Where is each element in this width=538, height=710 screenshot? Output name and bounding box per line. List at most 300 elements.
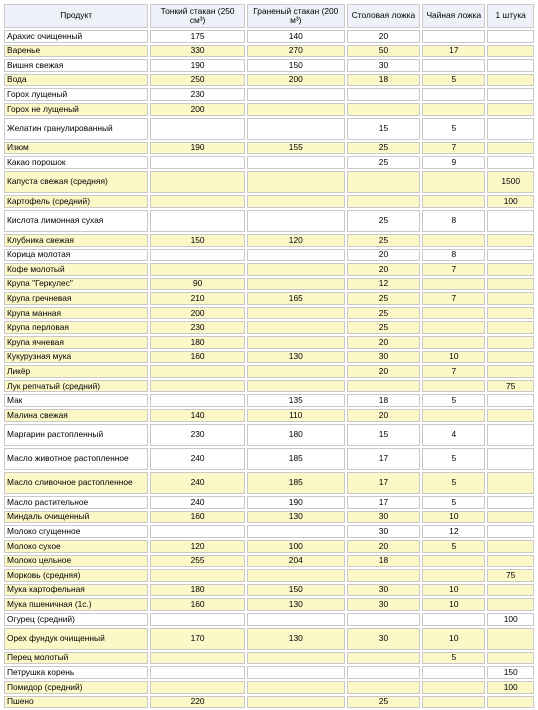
cell-product: Молоко сгущенное xyxy=(4,525,148,538)
cell-tablespoon: 25 xyxy=(347,156,421,169)
cell-thin-glass: 255 xyxy=(150,555,245,568)
cell-one-piece xyxy=(487,210,534,232)
cell-tablespoon: 30 xyxy=(347,351,421,364)
table-row xyxy=(4,613,534,626)
table-row xyxy=(4,525,534,538)
cell-one-piece xyxy=(487,74,534,87)
cell-product: Огурец (средний) xyxy=(4,613,148,626)
cell-faceted-glass: 110 xyxy=(247,409,345,422)
cell-one-piece: 1500 xyxy=(487,171,534,193)
cell-product: Ликёр xyxy=(4,365,148,378)
table-row xyxy=(4,234,534,247)
cell-thin-glass xyxy=(150,525,245,538)
cell-one-piece xyxy=(487,292,534,305)
cell-product: Морковь (средняя) xyxy=(4,569,148,582)
cell-thin-glass: 230 xyxy=(150,424,245,446)
cell-thin-glass: 160 xyxy=(150,511,245,524)
cell-faceted-glass xyxy=(247,103,345,116)
cell-thin-glass xyxy=(150,394,245,407)
cell-product: Миндаль очищенный xyxy=(4,511,148,524)
table-row xyxy=(4,540,534,553)
cell-teaspoon: 5 xyxy=(422,540,485,553)
cell-faceted-glass: 190 xyxy=(247,496,345,509)
cell-tablespoon: 50 xyxy=(347,45,421,58)
cell-product: Крупа "Геркулес" xyxy=(4,278,148,291)
cell-faceted-glass: 130 xyxy=(247,628,345,650)
cell-thin-glass xyxy=(150,380,245,393)
cell-one-piece xyxy=(487,584,534,597)
cell-tablespoon: 30 xyxy=(347,525,421,538)
cell-thin-glass xyxy=(150,666,245,679)
table-row xyxy=(4,472,534,494)
cell-teaspoon xyxy=(422,30,485,43)
cell-one-piece: 150 xyxy=(487,666,534,679)
cell-one-piece xyxy=(487,249,534,262)
table-row xyxy=(4,584,534,597)
cell-faceted-glass: 150 xyxy=(247,59,345,72)
cell-product: Арахис очищенный xyxy=(4,30,148,43)
cell-faceted-glass: 100 xyxy=(247,540,345,553)
cell-teaspoon: 9 xyxy=(422,156,485,169)
cell-tablespoon: 20 xyxy=(347,365,421,378)
cell-tablespoon: 30 xyxy=(347,628,421,650)
cell-thin-glass xyxy=(150,263,245,276)
cell-one-piece xyxy=(487,511,534,524)
cell-tablespoon: 25 xyxy=(347,321,421,334)
cell-thin-glass xyxy=(150,156,245,169)
cell-teaspoon: 7 xyxy=(422,263,485,276)
table-row xyxy=(4,74,534,87)
cell-tablespoon: 25 xyxy=(347,307,421,320)
table-row xyxy=(4,696,534,709)
table-row xyxy=(4,365,534,378)
cell-thin-glass xyxy=(150,210,245,232)
table-row xyxy=(4,156,534,169)
cell-one-piece: 100 xyxy=(487,613,534,626)
header-thin-glass: Тонкий стакан (250 см³) xyxy=(150,4,245,28)
cell-teaspoon: 5 xyxy=(422,394,485,407)
cell-faceted-glass xyxy=(247,118,345,140)
cell-tablespoon xyxy=(347,380,421,393)
table-row xyxy=(4,380,534,393)
cell-tablespoon: 17 xyxy=(347,496,421,509)
cell-teaspoon xyxy=(422,59,485,72)
table-row xyxy=(4,555,534,568)
cell-tablespoon: 15 xyxy=(347,424,421,446)
cell-product: Клубника свежая xyxy=(4,234,148,247)
cell-one-piece xyxy=(487,394,534,407)
cell-product: Горох не лущеный xyxy=(4,103,148,116)
cell-thin-glass: 190 xyxy=(150,59,245,72)
cell-product: Какао порошок xyxy=(4,156,148,169)
table-row xyxy=(4,118,534,140)
cell-product: Варенье xyxy=(4,45,148,58)
cell-teaspoon: 5 xyxy=(422,74,485,87)
table-row xyxy=(4,351,534,364)
cell-thin-glass: 230 xyxy=(150,321,245,334)
cell-product: Малина свежая xyxy=(4,409,148,422)
cell-tablespoon: 25 xyxy=(347,696,421,709)
cell-faceted-glass: 200 xyxy=(247,74,345,87)
cell-product: Кофе молотый xyxy=(4,263,148,276)
cell-product: Масло сливочное растопленное xyxy=(4,472,148,494)
cell-teaspoon xyxy=(422,569,485,582)
cell-teaspoon xyxy=(422,555,485,568)
cell-tablespoon: 30 xyxy=(347,59,421,72)
cell-one-piece xyxy=(487,118,534,140)
cell-thin-glass: 240 xyxy=(150,496,245,509)
cell-thin-glass xyxy=(150,118,245,140)
cell-product: Маргарин растопленный xyxy=(4,424,148,446)
cell-teaspoon xyxy=(422,171,485,193)
cell-product: Молоко сухое xyxy=(4,540,148,553)
table-row xyxy=(4,103,534,116)
cell-thin-glass xyxy=(150,171,245,193)
cell-product: Масло животное растопленное xyxy=(4,448,148,470)
cell-one-piece xyxy=(487,103,534,116)
table-row xyxy=(4,569,534,582)
cell-one-piece xyxy=(487,307,534,320)
cell-thin-glass: 160 xyxy=(150,598,245,611)
cell-thin-glass: 240 xyxy=(150,472,245,494)
cell-teaspoon: 8 xyxy=(422,210,485,232)
cell-faceted-glass xyxy=(247,156,345,169)
cell-product: Крупа манная xyxy=(4,307,148,320)
cell-faceted-glass: 130 xyxy=(247,351,345,364)
cell-tablespoon xyxy=(347,569,421,582)
table-row xyxy=(4,249,534,262)
cell-tablespoon: 25 xyxy=(347,142,421,155)
cell-teaspoon xyxy=(422,681,485,694)
cell-tablespoon: 30 xyxy=(347,584,421,597)
cell-faceted-glass xyxy=(247,210,345,232)
cell-faceted-glass xyxy=(247,195,345,208)
cell-one-piece: 100 xyxy=(487,681,534,694)
cell-teaspoon: 5 xyxy=(422,448,485,470)
cell-product: Крупа ячневая xyxy=(4,336,148,349)
cell-thin-glass xyxy=(150,365,245,378)
table-row xyxy=(4,210,534,232)
cell-one-piece xyxy=(487,525,534,538)
cell-thin-glass: 160 xyxy=(150,351,245,364)
cell-one-piece xyxy=(487,278,534,291)
cell-faceted-glass: 185 xyxy=(247,472,345,494)
cell-teaspoon xyxy=(422,278,485,291)
cell-faceted-glass xyxy=(247,652,345,665)
cell-thin-glass: 180 xyxy=(150,584,245,597)
table-row xyxy=(4,496,534,509)
cell-teaspoon: 5 xyxy=(422,652,485,665)
cell-faceted-glass: 130 xyxy=(247,511,345,524)
cell-teaspoon: 4 xyxy=(422,424,485,446)
cell-tablespoon: 18 xyxy=(347,394,421,407)
cell-teaspoon xyxy=(422,195,485,208)
cell-tablespoon: 17 xyxy=(347,448,421,470)
cell-tablespoon: 25 xyxy=(347,292,421,305)
header-one-piece: 1 штука xyxy=(487,4,534,28)
table-row xyxy=(4,278,534,291)
table-row xyxy=(4,292,534,305)
cell-faceted-glass xyxy=(247,696,345,709)
cell-teaspoon: 5 xyxy=(422,118,485,140)
cell-teaspoon: 5 xyxy=(422,496,485,509)
cell-thin-glass xyxy=(150,681,245,694)
cell-product: Желатин гранулированный xyxy=(4,118,148,140)
table-row xyxy=(4,394,534,407)
cell-product: Кукурузная мука xyxy=(4,351,148,364)
cell-teaspoon xyxy=(422,307,485,320)
cell-one-piece xyxy=(487,321,534,334)
cell-product: Орех фундук очищенный xyxy=(4,628,148,650)
table-row xyxy=(4,142,534,155)
cell-one-piece xyxy=(487,448,534,470)
cell-teaspoon xyxy=(422,613,485,626)
cell-thin-glass: 170 xyxy=(150,628,245,650)
cell-one-piece xyxy=(487,472,534,494)
cell-product: Мак xyxy=(4,394,148,407)
cell-product: Петрушка корень xyxy=(4,666,148,679)
cell-product: Картофель (средний) xyxy=(4,195,148,208)
cell-faceted-glass: 155 xyxy=(247,142,345,155)
cell-tablespoon: 20 xyxy=(347,540,421,553)
cell-teaspoon: 10 xyxy=(422,351,485,364)
cell-teaspoon xyxy=(422,103,485,116)
table-row xyxy=(4,409,534,422)
cell-thin-glass: 120 xyxy=(150,540,245,553)
cell-product: Вода xyxy=(4,74,148,87)
cell-product: Кислота лимонная сухая xyxy=(4,210,148,232)
cell-teaspoon: 5 xyxy=(422,472,485,494)
cell-faceted-glass: 204 xyxy=(247,555,345,568)
cell-one-piece xyxy=(487,263,534,276)
cell-thin-glass xyxy=(150,613,245,626)
cell-one-piece xyxy=(487,351,534,364)
cell-tablespoon: 25 xyxy=(347,210,421,232)
header-faceted-glass: Граненый стакан (200 м³) xyxy=(247,4,345,28)
table-row xyxy=(4,263,534,276)
cell-tablespoon: 15 xyxy=(347,118,421,140)
cell-product: Корица молотая xyxy=(4,249,148,262)
cell-thin-glass xyxy=(150,652,245,665)
cell-faceted-glass xyxy=(247,613,345,626)
cell-one-piece xyxy=(487,88,534,101)
cell-faceted-glass xyxy=(247,525,345,538)
cell-one-piece xyxy=(487,696,534,709)
cell-product: Перец молотый xyxy=(4,652,148,665)
cell-faceted-glass xyxy=(247,263,345,276)
cell-faceted-glass: 150 xyxy=(247,584,345,597)
cell-thin-glass: 200 xyxy=(150,103,245,116)
cell-thin-glass xyxy=(150,569,245,582)
table-row xyxy=(4,424,534,446)
cell-teaspoon: 7 xyxy=(422,292,485,305)
table-row xyxy=(4,336,534,349)
cell-thin-glass: 210 xyxy=(150,292,245,305)
cell-thin-glass: 250 xyxy=(150,74,245,87)
cell-teaspoon xyxy=(422,666,485,679)
cell-product: Горох лущеный xyxy=(4,88,148,101)
cell-tablespoon: 20 xyxy=(347,336,421,349)
cell-product: Помидор (средний) xyxy=(4,681,148,694)
table-row xyxy=(4,598,534,611)
cell-teaspoon: 10 xyxy=(422,628,485,650)
cell-one-piece xyxy=(487,156,534,169)
cell-tablespoon: 12 xyxy=(347,278,421,291)
cell-teaspoon: 12 xyxy=(422,525,485,538)
cell-tablespoon xyxy=(347,613,421,626)
cell-product: Крупа гречневая xyxy=(4,292,148,305)
cell-tablespoon: 30 xyxy=(347,598,421,611)
cell-tablespoon xyxy=(347,195,421,208)
cell-tablespoon: 18 xyxy=(347,555,421,568)
cell-tablespoon xyxy=(347,681,421,694)
cell-thin-glass xyxy=(150,195,245,208)
cell-one-piece: 75 xyxy=(487,380,534,393)
cell-one-piece xyxy=(487,30,534,43)
cell-product: Капуста свежая (средняя) xyxy=(4,171,148,193)
cell-one-piece: 100 xyxy=(487,195,534,208)
cell-faceted-glass xyxy=(247,307,345,320)
cell-faceted-glass: 130 xyxy=(247,598,345,611)
cell-product: Вишня свежая xyxy=(4,59,148,72)
table-row xyxy=(4,88,534,101)
cell-tablespoon: 20 xyxy=(347,249,421,262)
cell-tablespoon: 20 xyxy=(347,409,421,422)
cell-tablespoon: 20 xyxy=(347,263,421,276)
cell-teaspoon xyxy=(422,409,485,422)
cell-one-piece xyxy=(487,652,534,665)
cell-thin-glass: 200 xyxy=(150,307,245,320)
cell-faceted-glass xyxy=(247,321,345,334)
header-product: Продукт xyxy=(4,4,148,28)
table-row xyxy=(4,171,534,193)
cell-faceted-glass: 165 xyxy=(247,292,345,305)
table-row xyxy=(4,59,534,72)
cell-teaspoon: 17 xyxy=(422,45,485,58)
cell-one-piece xyxy=(487,424,534,446)
cell-teaspoon xyxy=(422,234,485,247)
cell-teaspoon xyxy=(422,336,485,349)
cell-faceted-glass xyxy=(247,336,345,349)
header-teaspoon: Чайная ложка xyxy=(422,4,485,28)
cell-thin-glass: 90 xyxy=(150,278,245,291)
cell-tablespoon xyxy=(347,666,421,679)
header-row xyxy=(4,4,534,28)
cell-tablespoon xyxy=(347,103,421,116)
table-row xyxy=(4,628,534,650)
table-row xyxy=(4,666,534,679)
cell-faceted-glass xyxy=(247,380,345,393)
cell-faceted-glass: 120 xyxy=(247,234,345,247)
cell-one-piece xyxy=(487,598,534,611)
cell-tablespoon xyxy=(347,171,421,193)
cell-tablespoon: 18 xyxy=(347,74,421,87)
cell-teaspoon: 10 xyxy=(422,584,485,597)
table-row xyxy=(4,307,534,320)
cell-teaspoon xyxy=(422,696,485,709)
cell-product: Крупа перловая xyxy=(4,321,148,334)
cell-faceted-glass xyxy=(247,666,345,679)
cell-faceted-glass: 135 xyxy=(247,394,345,407)
table-row xyxy=(4,511,534,524)
cell-faceted-glass xyxy=(247,88,345,101)
cell-faceted-glass: 185 xyxy=(247,448,345,470)
cell-thin-glass: 240 xyxy=(150,448,245,470)
cell-teaspoon: 10 xyxy=(422,598,485,611)
cell-one-piece xyxy=(487,365,534,378)
cell-one-piece xyxy=(487,628,534,650)
cell-teaspoon xyxy=(422,88,485,101)
cell-faceted-glass: 270 xyxy=(247,45,345,58)
cell-thin-glass: 190 xyxy=(150,142,245,155)
table-row xyxy=(4,681,534,694)
cell-faceted-glass xyxy=(247,569,345,582)
cell-thin-glass: 180 xyxy=(150,336,245,349)
cell-teaspoon: 10 xyxy=(422,511,485,524)
cell-thin-glass: 230 xyxy=(150,88,245,101)
cell-faceted-glass: 140 xyxy=(247,30,345,43)
cell-one-piece xyxy=(487,45,534,58)
cell-tablespoon: 17 xyxy=(347,472,421,494)
cell-tablespoon: 20 xyxy=(347,30,421,43)
cell-product: Мука картофельная xyxy=(4,584,148,597)
cell-faceted-glass xyxy=(247,249,345,262)
cell-faceted-glass: 180 xyxy=(247,424,345,446)
cell-product: Мука пшеничная (1с.) xyxy=(4,598,148,611)
cell-thin-glass: 150 xyxy=(150,234,245,247)
cell-tablespoon xyxy=(347,652,421,665)
cell-faceted-glass xyxy=(247,278,345,291)
table-row xyxy=(4,195,534,208)
header-tablespoon: Столовая ложка xyxy=(347,4,421,28)
table-row xyxy=(4,448,534,470)
table-body xyxy=(4,30,534,708)
table-row xyxy=(4,30,534,43)
cell-thin-glass: 175 xyxy=(150,30,245,43)
cell-teaspoon: 8 xyxy=(422,249,485,262)
cell-one-piece xyxy=(487,496,534,509)
cell-teaspoon xyxy=(422,321,485,334)
cell-product: Изюм xyxy=(4,142,148,155)
cell-one-piece xyxy=(487,555,534,568)
cell-teaspoon xyxy=(422,380,485,393)
cell-thin-glass: 140 xyxy=(150,409,245,422)
cell-faceted-glass xyxy=(247,681,345,694)
cell-product: Масло растительное xyxy=(4,496,148,509)
table-row xyxy=(4,652,534,665)
cell-thin-glass xyxy=(150,249,245,262)
cell-thin-glass: 220 xyxy=(150,696,245,709)
cell-one-piece xyxy=(487,336,534,349)
cell-faceted-glass xyxy=(247,171,345,193)
cell-product: Лук репчатый (средний) xyxy=(4,380,148,393)
table-row xyxy=(4,321,534,334)
cell-one-piece xyxy=(487,142,534,155)
cell-tablespoon: 25 xyxy=(347,234,421,247)
measures-table xyxy=(2,2,536,710)
table-row xyxy=(4,45,534,58)
cell-teaspoon: 7 xyxy=(422,365,485,378)
cell-tablespoon xyxy=(347,88,421,101)
cell-one-piece xyxy=(487,540,534,553)
cell-thin-glass: 330 xyxy=(150,45,245,58)
cell-product: Молоко цельное xyxy=(4,555,148,568)
cell-one-piece xyxy=(487,409,534,422)
cell-faceted-glass xyxy=(247,365,345,378)
cell-product: Пшено xyxy=(4,696,148,709)
cell-tablespoon: 30 xyxy=(347,511,421,524)
cell-one-piece: 75 xyxy=(487,569,534,582)
